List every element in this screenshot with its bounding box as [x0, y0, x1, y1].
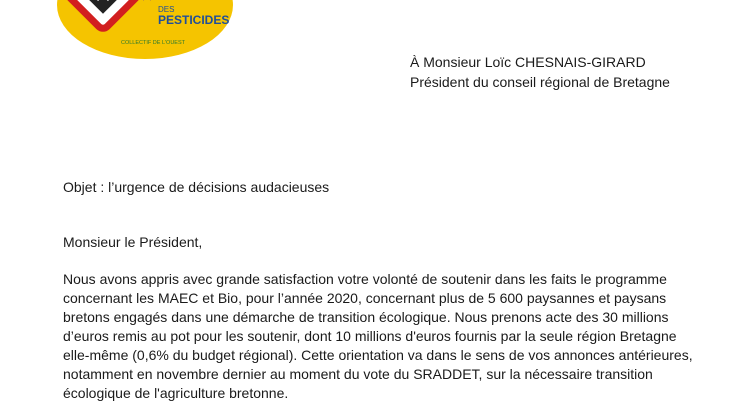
body-paragraph [63, 270, 693, 403]
recipient-title: Président du conseil régional de Bretagne [410, 74, 670, 90]
salutation: Monsieur le Président, [63, 234, 203, 250]
logo-title: PESTICIDES [158, 13, 230, 27]
paragraph-line: concernant les MAEC et Bio, pour l’année 2020, concernant plus de 5 600 paysannes et paysans [63, 290, 667, 306]
logo-graphic [55, 0, 235, 60]
recipient-block [410, 52, 670, 92]
paragraph-line: écologique de l'agriculture bretonne. [63, 385, 289, 401]
paragraph-line: elle-même (0,6% du budget régional). Cette orientation va dans le sens de vos annonces antérieures, [63, 347, 693, 363]
logo-subtitle: COLLECTIF DE L'OUEST [121, 40, 186, 46]
logo-small-text: DES [158, 5, 175, 14]
collective-logo [55, 0, 235, 60]
paragraph-line: d’euros remis au pot pour les soutenir, dont 10 millions d'euros fournis par la seule région Bretagne [63, 328, 677, 344]
subject-line: Objet : l’urgence de décisions audacieuses [63, 179, 330, 195]
recipient-name: À Monsieur Loïc CHESNAIS-GIRARD [410, 54, 646, 70]
paragraph-line: notamment en novembre dernier au moment du vote du SRADDET, sur la nécessaire transition [63, 366, 653, 382]
paragraph-line: Nous avons appris avec grande satisfaction votre volonté de soutenir dans les faits le programme [63, 271, 667, 287]
paragraph-line: bretons engagés dans une démarche de transition écologique. Nous prenons acte des 30 millions [63, 309, 669, 325]
